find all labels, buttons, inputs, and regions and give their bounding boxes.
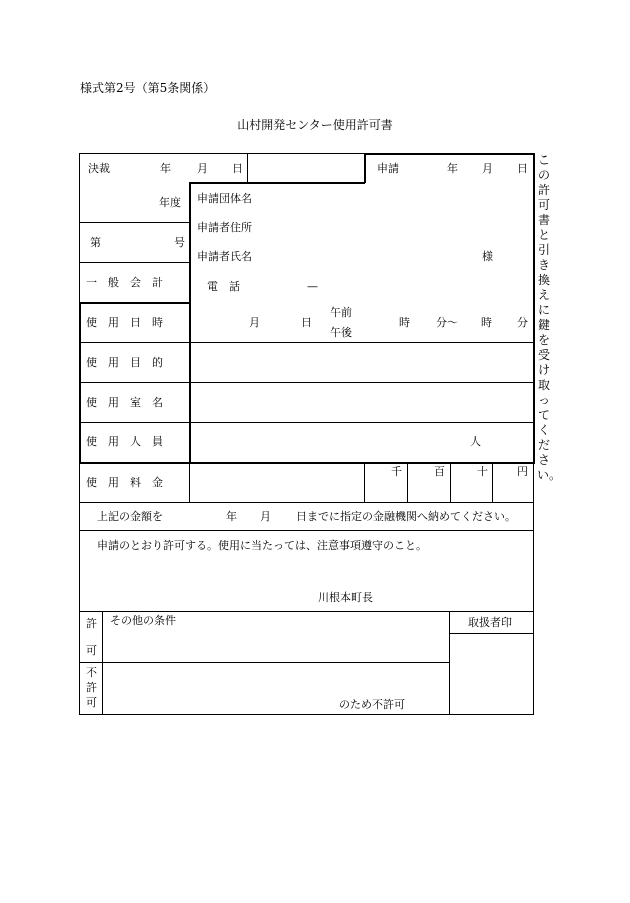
usage-fee-label: 使 用 料 金 [86, 476, 163, 489]
usage-people-unit: 人 [470, 435, 481, 448]
account-label: 一 般 会 計 [86, 276, 163, 289]
phone-label: 電 話 [207, 280, 240, 293]
decision-label: 決裁 [88, 162, 110, 175]
fee-unit-thousand: 千 [391, 465, 402, 478]
form-id: 様式第2号（第5条関係） [80, 81, 216, 95]
usage-datetime-label: 使 用 日 時 [86, 316, 163, 329]
usage-people-label: 使 用 人 員 [86, 435, 163, 448]
applicant-org-label: 申請団体名 [197, 192, 252, 205]
permit-ka: 可 [86, 644, 97, 657]
mayor-label: 川根本町長 [318, 591, 373, 604]
decision-month: 月 [197, 162, 208, 175]
payment-month: 月 [260, 510, 271, 523]
fiscal-year-label: 年度 [159, 196, 181, 209]
payment-prefix: 上記の金額を [97, 510, 163, 523]
usage-hour-end: 時 [481, 316, 492, 329]
usage-minute-end: 分 [517, 316, 528, 329]
decision-year: 年 [160, 162, 171, 175]
application-year: 年 [447, 162, 458, 175]
decision-day: 日 [232, 162, 243, 175]
application-month: 月 [482, 162, 493, 175]
handler-seal-label: 取扱者印 [468, 616, 512, 629]
applicant-honorific: 様 [482, 250, 493, 263]
permit-kyo: 許 [86, 617, 97, 630]
number-go: 号 [174, 236, 185, 249]
usage-room-label: 使 用 室 名 [86, 396, 163, 409]
usage-day: 日 [301, 316, 312, 329]
applicant-address-label: 申請者住所 [197, 221, 252, 234]
usage-purpose-label: 使 用 目 的 [86, 356, 163, 369]
usage-hour-start: 時 [399, 316, 410, 329]
application-label: 申請 [377, 162, 399, 175]
fee-unit-ten: 十 [477, 465, 488, 478]
usage-minute-start: 分〜 [436, 316, 458, 329]
fee-unit-hundred: 百 [434, 465, 445, 478]
number-dai: 第 [90, 236, 101, 249]
reject-ka: 可 [86, 696, 97, 709]
payment-year: 年 [226, 510, 237, 523]
usage-am: 午前 [330, 306, 352, 319]
reject-fu: 不 [86, 666, 97, 679]
side-note-vertical: この許可書と引き換えに鍵を受け取ってください。 [537, 153, 562, 482]
usage-pm: 午後 [330, 326, 352, 339]
payment-suffix: 日までに指定の金融機関へ納めてください。 [296, 510, 516, 523]
phone-dash: — [307, 280, 318, 293]
reject-kyo: 許 [86, 681, 97, 694]
other-conditions-label: その他の条件 [110, 614, 176, 627]
reject-reason: のため不許可 [339, 698, 405, 711]
fee-unit-yen: 円 [517, 465, 528, 478]
applicant-name-label: 申請者氏名 [197, 250, 252, 263]
approval-text: 申請のとおり許可する。使用に当たっては、注意事項遵守のこと。 [97, 539, 427, 552]
document-title: 山村開発センター使用許可書 [237, 118, 393, 132]
application-day: 日 [517, 162, 528, 175]
usage-month: 月 [249, 316, 260, 329]
